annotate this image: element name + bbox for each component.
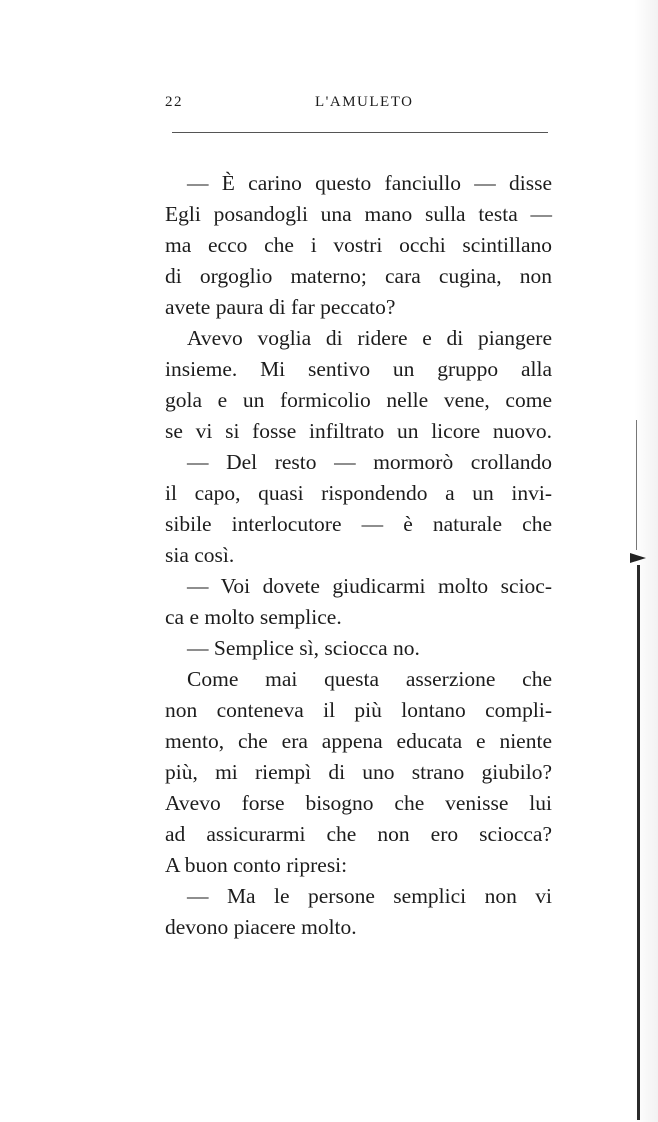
text-line: Egli posandogli una mano sulla testa — — [165, 202, 552, 226]
text-line: non conteneva il più lontano compli- — [165, 698, 552, 722]
text-line: gola e un formicolio nelle vene, come — [165, 388, 552, 412]
text-line: — Semplice sì, sciocca no. — [187, 636, 420, 660]
page-number: 22 — [165, 94, 183, 110]
text-line: sibile interlocutore — è naturale che — [165, 512, 552, 536]
text-line: il capo, quasi rispondendo a un invi- — [165, 481, 552, 505]
text-line: insieme. Mi sentivo un gruppo alla — [165, 357, 552, 381]
text-line: Avevo voglia di ridere e di piangere — [187, 326, 552, 350]
text-line: ma ecco che i vostri occhi scintillano — [165, 233, 552, 257]
text-line: avete paura di far peccato? — [165, 295, 396, 319]
text-line: sia così. — [165, 543, 235, 567]
header-rule — [172, 132, 548, 133]
text-line: Come mai questa asserzione che — [187, 667, 552, 691]
text-line: ad assicurarmi che non ero sciocca? — [165, 822, 552, 846]
text-line: ca e molto semplice. — [165, 605, 342, 629]
page-edge-mark — [630, 553, 646, 563]
text-line: — Ma le persone semplici non vi — [187, 884, 552, 908]
text-line: di orgoglio materno; cara cugina, non — [165, 264, 552, 288]
text-line: A buon conto ripresi: — [165, 853, 348, 877]
text-line: — Del resto — mormorò crollando — [187, 450, 552, 474]
running-title: L'AMULETO — [315, 94, 414, 110]
page-edge-line — [637, 565, 640, 1120]
text-line: — Voi dovete giudicarmi molto scioc- — [187, 574, 552, 598]
text-line: se vi si fosse infiltrato un licore nuovo. — [165, 419, 552, 443]
running-head — [165, 94, 550, 120]
text-line: — È carino questo fanciullo — disse — [187, 171, 552, 195]
page-edge-thin-line — [636, 420, 637, 550]
text-line: Avevo forse bisogno che venisse lui — [165, 791, 552, 815]
body-text — [165, 168, 552, 943]
text-line: più, mi riempì di uno strano giubilo? — [165, 760, 552, 784]
text-line: devono piacere molto. — [165, 915, 357, 939]
text-line: mento, che era appena educata e niente — [165, 729, 552, 753]
